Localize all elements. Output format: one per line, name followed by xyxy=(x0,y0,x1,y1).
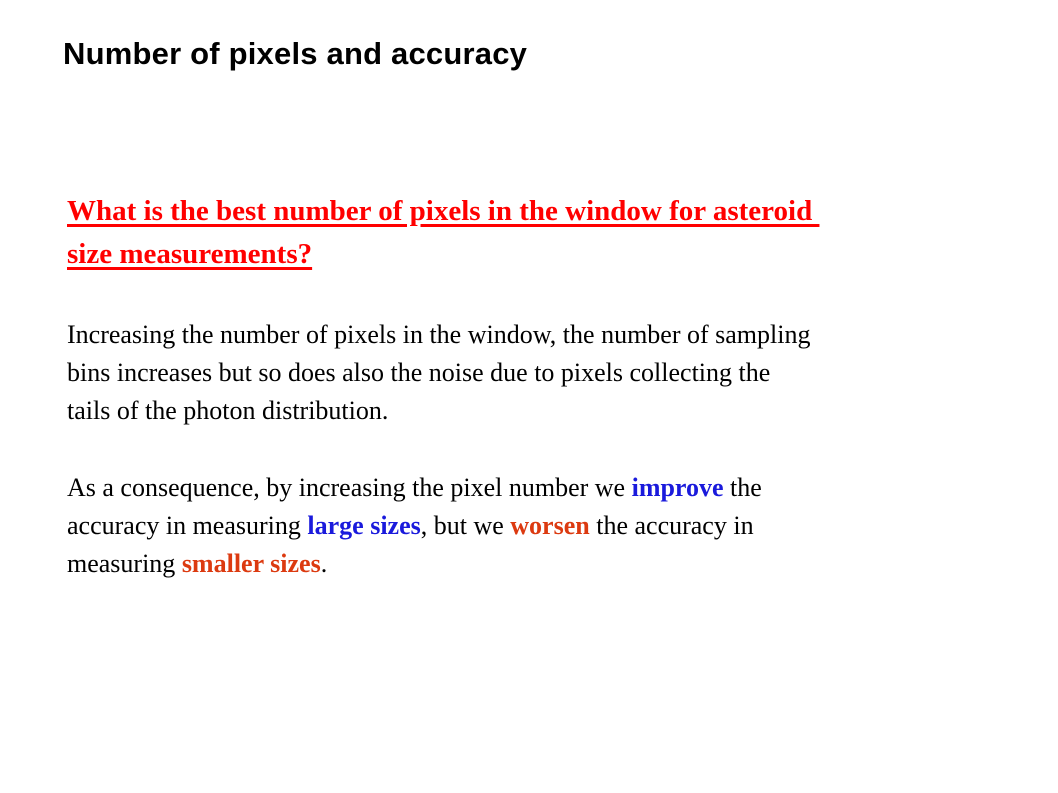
smaller-sizes-highlight: smaller sizes xyxy=(181,549,321,578)
paragraph-1-line-3: tails of the photon distribution. xyxy=(67,396,389,425)
improve-highlight: improve xyxy=(631,473,724,502)
question-heading xyxy=(67,190,1047,276)
paragraph-2-line-2-end: the accuracy in xyxy=(589,511,754,540)
paragraph-consequence xyxy=(67,469,762,583)
worsen-highlight: worsen xyxy=(510,511,590,540)
large-sizes-highlight: large sizes xyxy=(307,511,421,540)
paragraph-2-line-3-start: measuring xyxy=(67,549,182,578)
paragraph-2-line-3 xyxy=(67,545,762,583)
paragraph-2-line-2-mid: , but we xyxy=(420,511,511,540)
question-line-2-text: size measurements? xyxy=(67,238,313,270)
paragraph-2-line-1-end: the xyxy=(723,473,762,502)
paragraph-2-line-2-start: accuracy in measuring xyxy=(67,511,308,540)
slide-title: Number of pixels and accuracy xyxy=(63,36,528,71)
paragraph-2-line-2 xyxy=(67,507,762,545)
question-line-1-text: What is the best number of pixels in the window for asteroid xyxy=(67,195,820,227)
paragraph-1-line-2: bins increases but so does also the noise due to pixels collecting the xyxy=(67,358,771,387)
paragraph-2-line-1 xyxy=(67,469,762,507)
paragraph-1-line-1: Increasing the number of pixels in the window, the number of sampling xyxy=(67,320,811,349)
paragraph-2-line-3-end: . xyxy=(320,549,328,578)
question-line-1 xyxy=(67,190,1047,233)
paragraph-sampling-noise xyxy=(67,316,810,430)
question-line-2 xyxy=(67,233,1047,276)
paragraph-2-line-1-start: As a consequence, by increasing the pixel number we xyxy=(67,473,632,502)
